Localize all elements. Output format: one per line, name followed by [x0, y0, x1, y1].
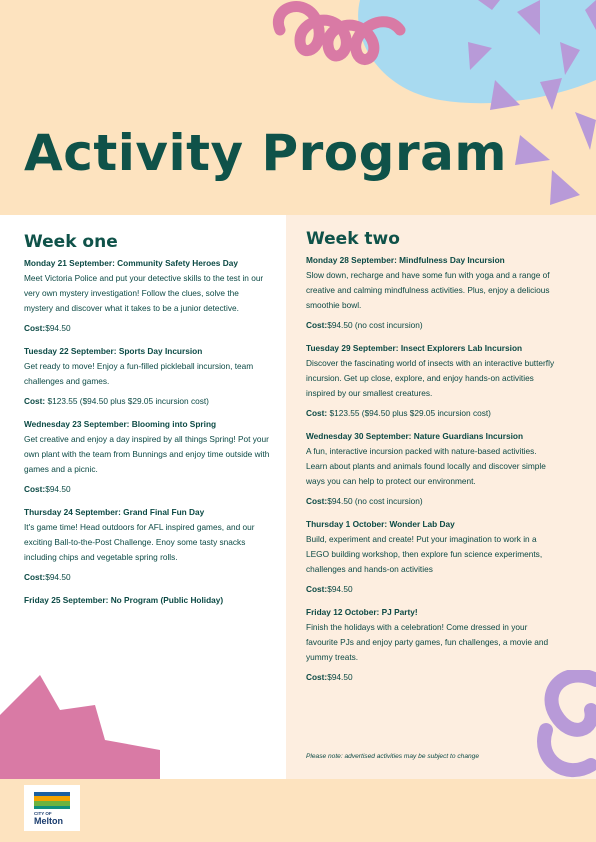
- entry-cost: [306, 318, 558, 333]
- entry-title: Monday 28 September: Mindfulness Day Incursion: [306, 255, 505, 265]
- logo-line1: CITY OF: [34, 811, 52, 816]
- entry-week-two-3: [306, 429, 558, 509]
- entry-cost: [306, 494, 558, 509]
- entry-week-two-1: [306, 253, 558, 333]
- page-title: Activity Program: [24, 124, 507, 182]
- cost-value: $123.55 ($94.50 plus $29.05 incursion cost): [327, 408, 491, 418]
- entry-week-one-2: [24, 344, 270, 409]
- entry-cost: [24, 321, 270, 336]
- entry-week-two-4: [306, 517, 558, 597]
- entry-description: Discover the fascinating world of insects with an interactive butterfly incursion. Get up close, explore, and enjoy hands-on activities inspired by our smallest creatures.: [306, 358, 555, 398]
- entry-cost: [306, 406, 558, 421]
- entry-description: Meet Victoria Police and put your detective skills to the test in our very own mystery investigation! Follow the clues, solve the mystery and discover what it takes to be a junior detective.: [24, 273, 264, 313]
- week-one-heading: Week one: [24, 232, 118, 252]
- cost-value: $123.55 ($94.50 plus $29.05 incursion cost): [45, 396, 209, 406]
- pink-shape-decoration: [0, 670, 160, 780]
- entry-title: Tuesday 22 September: Sports Day Incursion: [24, 346, 203, 356]
- cost-label: Cost:: [306, 672, 328, 682]
- footer: [0, 779, 596, 842]
- entry-description: A fun, interactive incursion packed with nature-based activities. Learn about plants and animals found locally and discover simple ways you can help to protect our environment.: [306, 446, 546, 486]
- cost-value: $94.50: [45, 484, 71, 494]
- city-of-melton-logo: [24, 785, 80, 831]
- cost-label: Cost:: [306, 408, 328, 418]
- cost-value: $94.50 (no cost incursion): [327, 320, 423, 330]
- entry-cost: [306, 670, 558, 685]
- week-one-entries: [24, 256, 270, 608]
- entry-title: Tuesday 29 September: Insect Explorers Lab Incursion: [306, 343, 523, 353]
- entry-description: It's game time! Head outdoors for AFL inspired games, and our exciting Ball-to-the-Post Challenge. Enoy some tasty snacks including chips and vegetable spring rolls.: [24, 522, 255, 562]
- entry-description: Build, experiment and create! Put your imagination to work in a LEGO building workshop, then explore fun science experiments, challenges and hands-on activities: [306, 534, 543, 574]
- disclaimer-note: Please note: advertised activities may be subject to change: [306, 753, 480, 760]
- cost-value: $94.50: [327, 584, 353, 594]
- entry-title: Wednesday 30 September: Nature Guardians Incursion: [306, 431, 524, 441]
- entry-description: Slow down, recharge and have some fun with yoga and a range of creative and calming mindfulness activities. Plus, enjoy a delicious smoothie bowl.: [306, 270, 550, 310]
- entry-cost: [306, 582, 558, 597]
- entry-week-one-3: [24, 417, 270, 497]
- cost-label: Cost:: [306, 496, 328, 506]
- cost-label: Cost:: [306, 584, 328, 594]
- cost-value: $94.50 (no cost incursion): [327, 496, 423, 506]
- entry-description: Get creative and enjoy a day inspired by all things Spring! Pot your own plant with the team from Bunnings and enjoy time outside with games and a picnic.: [24, 434, 270, 474]
- logo-line2: Melton: [34, 816, 63, 826]
- entry-description: Get ready to move! Enjoy a fun-filled pickleball incursion, team challenges and games.: [24, 361, 254, 386]
- entry-week-two-2: [306, 341, 558, 421]
- entry-cost: [24, 482, 270, 497]
- cost-value: $94.50: [327, 672, 353, 682]
- entry-title: Friday 25 September: No Program (Public Holiday): [24, 595, 224, 605]
- entry-week-one-5: [24, 593, 270, 608]
- entry-title: Wednesday 23 September: Blooming into Spring: [24, 419, 217, 429]
- cost-label: Cost:: [24, 484, 46, 494]
- week-two-entries: [306, 253, 558, 693]
- header-banner: [0, 0, 596, 215]
- entry-cost: [24, 570, 270, 585]
- entry-cost: [24, 394, 270, 409]
- entry-week-one-4: [24, 505, 270, 585]
- entry-title: Monday 21 September: Community Safety Heroes Day: [24, 258, 238, 268]
- cost-value: $94.50: [45, 323, 71, 333]
- blue-blob-decoration: [0, 0, 596, 215]
- entry-week-two-5: [306, 605, 558, 685]
- cost-label: Cost:: [24, 396, 46, 406]
- entry-title: Thursday 1 October: Wonder Lab Day: [306, 519, 455, 529]
- cost-label: Cost:: [24, 323, 46, 333]
- cost-label: Cost:: [306, 320, 328, 330]
- cost-value: $94.50: [45, 572, 71, 582]
- entry-title: Thursday 24 September: Grand Final Fun Day: [24, 507, 205, 517]
- entry-description: Finish the holidays with a celebration! Come dressed in your favourite PJs and enjoy party games, fun challenges, a movie and yummy treats.: [306, 622, 549, 662]
- cost-label: Cost:: [24, 572, 46, 582]
- entry-week-one-1: [24, 256, 270, 336]
- entry-title: Friday 12 October: PJ Party!: [306, 607, 418, 617]
- week-two-heading: Week two: [306, 229, 400, 249]
